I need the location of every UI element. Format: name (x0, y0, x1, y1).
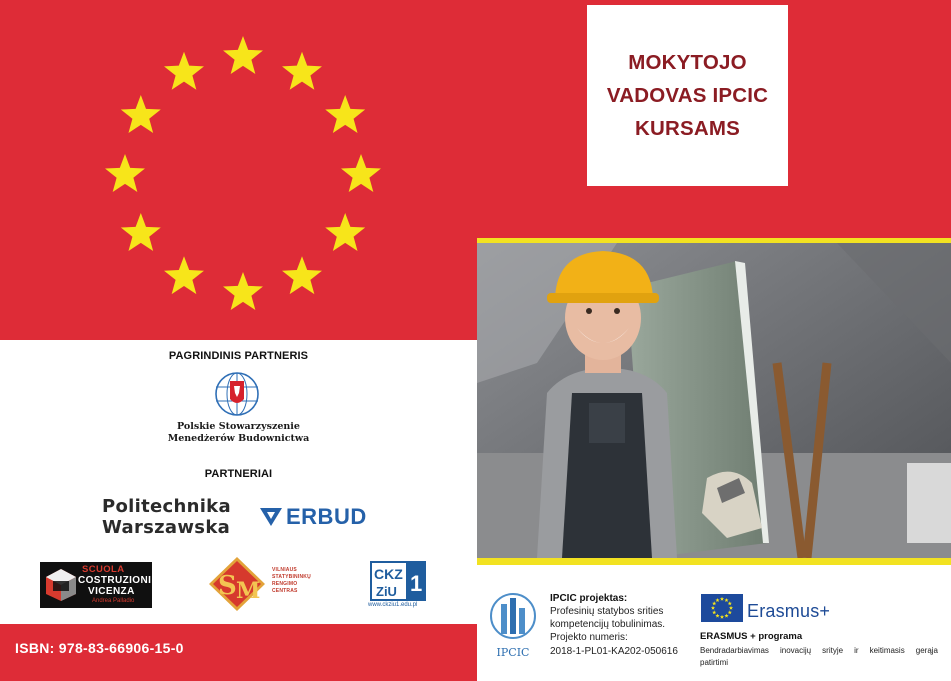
warszawska-line: Warszawska (102, 517, 231, 538)
eu-flag-icon (701, 594, 743, 622)
project-number: 2018-1-PL01-KA202-050616 (550, 646, 678, 657)
main-partner-heading: PAGRINDINIS PARTNERIS (168, 350, 309, 362)
erasmus-plus-logo: Erasmus+ (747, 601, 831, 621)
project-line: Projekto numeris: (550, 632, 628, 643)
eu-star (341, 154, 381, 192)
svg-text:ZiU: ZiU (376, 584, 397, 599)
title-line: VADOVAS IPCIC (606, 84, 769, 107)
vsmrc-line: STATYBININKŲ (272, 574, 311, 580)
eu-star (121, 213, 161, 251)
eu-star (164, 52, 204, 90)
eu-star (715, 598, 719, 602)
eu-star (724, 614, 728, 618)
title-banner (477, 0, 951, 238)
vicenza-word: VICENZA (88, 586, 135, 597)
worker-photo (477, 243, 951, 558)
erasmus-description: Bendradarbiavimas inovacijų srityje ir keitimasis gerąja (700, 646, 938, 655)
eu-star (325, 213, 365, 251)
eu-star (715, 614, 719, 618)
erasmus-program-title: ERASMUS + programa (700, 631, 803, 642)
ckziu-url: www.ckziu1.edu.pl (368, 602, 418, 608)
erbud-logo (258, 504, 367, 530)
eu-star (223, 36, 263, 74)
eu-star (121, 95, 161, 133)
vsmrc-line: VILNIAUS (272, 567, 297, 573)
eu-star (282, 52, 322, 90)
main-partner-name: Polskie Stowarzyszenie (177, 421, 300, 432)
eu-star (724, 598, 728, 602)
vsmrc-sm-logo (208, 556, 266, 612)
isbn-text: ISBN: 978-83-66906-15-0 (15, 640, 184, 656)
title-line: KURSAMS (634, 117, 741, 140)
cube-icon (44, 567, 78, 603)
eu-flag-banner (0, 0, 477, 340)
ipcic-logo (485, 590, 541, 662)
psmb-globe-eagle-logo (206, 371, 268, 417)
vsmrc-line: RENGIMO (272, 581, 298, 587)
ckziu-logo (370, 561, 426, 601)
vsmrc-line: CENTRAS (272, 588, 298, 594)
eu-star-ring (0, 0, 477, 340)
project-title: IPCIC projektas: (550, 593, 628, 604)
svg-text:S: S (218, 571, 237, 601)
eu-star (223, 272, 263, 310)
project-line: kompetencijų tobulinimas. (550, 619, 666, 630)
title-box (587, 5, 788, 186)
eu-star (712, 610, 716, 614)
front-cover (477, 0, 951, 681)
scuola-word: SCUOLA (82, 564, 125, 575)
eu-star (711, 606, 715, 610)
yellow-stripe-bottom (477, 558, 951, 565)
eu-star (712, 601, 716, 605)
svg-text:M: M (236, 578, 261, 604)
eu-star (720, 597, 724, 601)
erasmus-description: patirtimi (700, 658, 729, 667)
eu-star (720, 615, 724, 619)
politechnika-line: Politechnika (102, 496, 231, 517)
costruzioni-word: COSTRUZIONI (78, 575, 152, 586)
andrea-palladio-word: Andrea Palladio (92, 598, 135, 604)
svg-text:1: 1 (410, 571, 423, 596)
isbn-bar (0, 624, 477, 681)
eu-star (282, 256, 322, 294)
eu-star (164, 256, 204, 294)
erbud-mark-icon (258, 506, 284, 528)
eu-star (728, 610, 732, 614)
eu-star (105, 154, 145, 192)
title-line: MOKYTOJO (628, 51, 747, 74)
eu-star (729, 606, 733, 610)
eu-star (325, 95, 365, 133)
scuola-costruzioni-logo (40, 562, 152, 608)
svg-text:IPCIC: IPCIC (496, 646, 530, 659)
erbud-wordmark: ERBUD (286, 504, 367, 529)
partners-heading: PARTNERIAI (204, 468, 273, 480)
main-partner-name: Menedżerów Budownictwa (167, 433, 310, 444)
eu-star (728, 601, 732, 605)
svg-text:CKZ: CKZ (374, 566, 403, 582)
project-line: Profesinių statybos srities (550, 606, 664, 617)
politechnika-warszawska-logo (102, 496, 231, 538)
